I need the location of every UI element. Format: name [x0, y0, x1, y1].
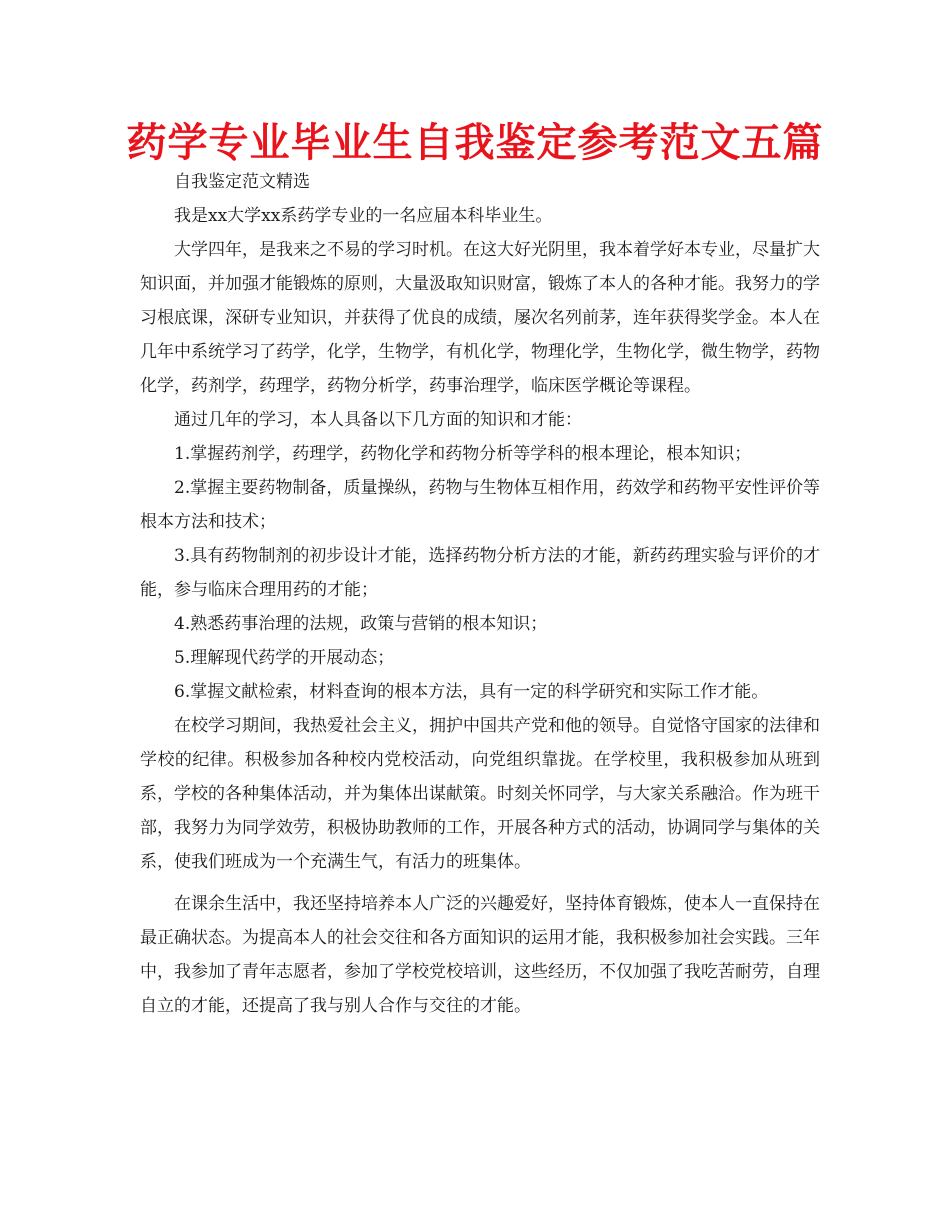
extracurricular-paragraph: 在课余生活中，我还坚持培养本人广泛的兴趣爱好，坚持体育锻炼，使本人一直保持在最正确状态。为提高本人的社会交往和各方面知识的运用才能，我积极参加社会实践。三年中，我参加了青年志愿者，参加了学校党校培训，这些经历，不仅加强了我吃苦耐劳，自理自立的才能，还提高了我与别人合作与交往的才能。 — [140, 894, 820, 1016]
skill-item-5: 5.理解现代药学的开展动态； — [174, 648, 395, 668]
skill-item-2: 2.掌握主要药物制备，质量操纵，药物与生物体互相作用，药效学和药物平安性评价等根本方法和技术； — [140, 478, 820, 532]
skills-intro-paragraph: 通过几年的学习，本人具备以下几方面的知识和才能： — [174, 410, 582, 430]
skill-item-6: 6.掌握文献检索，材料查询的根本方法，具有一定的科学研究和实际工作才能。 — [174, 682, 769, 702]
skill-item-4: 4.熟悉药事治理的法规，政策与营销的根本知识； — [174, 614, 548, 634]
study-paragraph: 大学四年，是我来之不易的学习时机。在这大好光阴里，我本着学好本专业，尽量扩大知识面，并加强才能锻炼的原则，大量汲取知识财富，锻炼了本人的各种才能。我努力的学习根底课，深研专业知识，并获得了优良的成绩，屡次名列前茅，连年获得奖学金。本人在几年中系统学习了药学，化学，生物学，有机化学，物理化学，生物化学，微生物学，药物化学，药剂学，药理学，药物分析学，药事治理学，临床医学概论等课程。 — [140, 240, 820, 396]
intro-paragraph: 我是xx大学xx系药学专业的一名应届本科毕业生。 — [174, 206, 553, 226]
skill-item-1: 1.掌握药剂学，药理学，药物化学和药物分析等学科的根本理论，根本知识； — [174, 444, 752, 464]
campus-life-paragraph: 在校学习期间，我热爱社会主义，拥护中国共产党和他的领导。自觉恪守国家的法律和学校的纪律。积极参加各种校内党校活动，向党组织靠拢。在学校里，我积极参加从班到系，学校的各种集体活动，并为集体出谋献策。时刻关怀同学，与大家关系融洽。作为班干部，我努力为同学效劳，积极协助教师的工作，开展各种方式的活动，协调同学与集体的关系，使我们班成为一个充满生气，有活力的班集体。 — [140, 716, 820, 872]
skill-item-3: 3.具有药物制剂的初步设计才能，选择药物分析方法的才能，新药药理实验与评价的才能，参与临床合理用药的才能； — [140, 546, 820, 600]
page-title: 药学专业毕业生自我鉴定参考范文五篇 — [126, 120, 824, 166]
document-body — [140, 165, 820, 1023]
subtitle-paragraph: 自我鉴定范文精选 — [174, 172, 310, 192]
